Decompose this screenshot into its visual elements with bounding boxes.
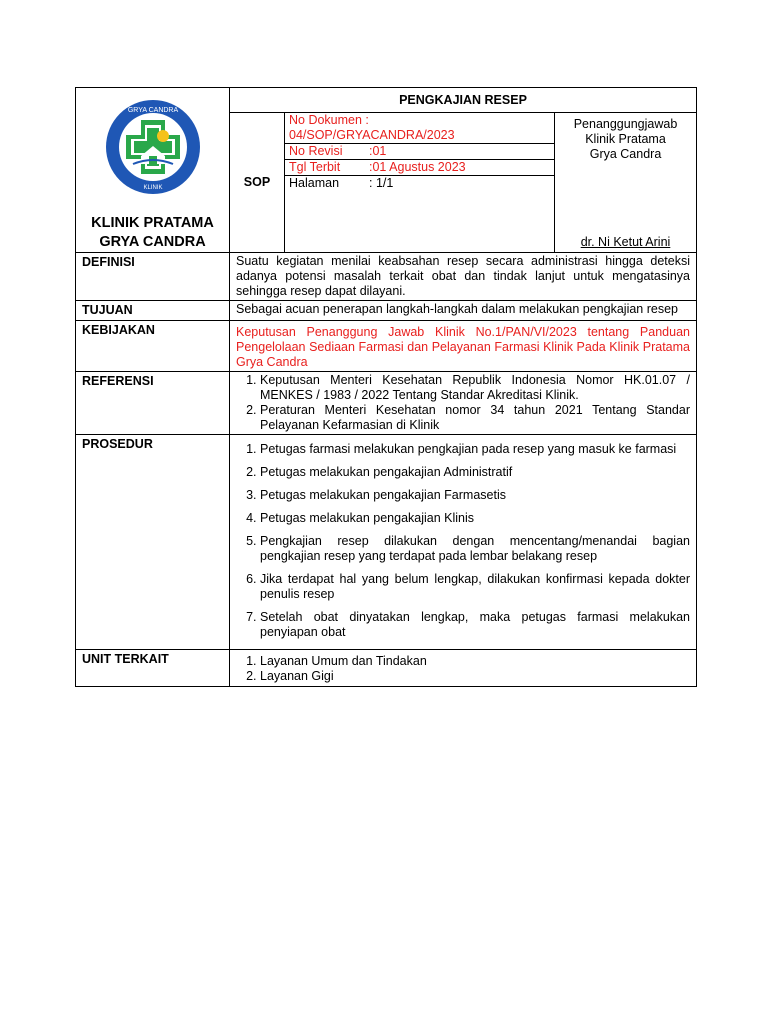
no-revisi-value: :01 (369, 144, 387, 159)
referensi-list (236, 373, 690, 433)
clinic-name-line2: GRYA CANDRA (99, 234, 206, 250)
tgl-terbit-label: Tgl Terbit (289, 160, 341, 175)
sop-table (75, 87, 697, 687)
unit-terkait-list (236, 654, 690, 684)
tgl-terbit-value: :01 Agustus 2023 (369, 160, 466, 175)
halaman-value: : 1/1 (369, 176, 394, 191)
unit-terkait-item: 1. Layanan Umum dan Tindakan (260, 654, 690, 669)
svg-text:GRYA CANDRA: GRYA CANDRA (127, 107, 178, 114)
penanggung-line1: Penanggungjawab (573, 117, 678, 132)
document-info-cell (285, 113, 555, 253)
kebijakan-label: KEBIJAKAN (76, 321, 230, 372)
penanggung-line3: Grya Candra (589, 147, 662, 162)
unit-terkait-list-cell (230, 650, 697, 687)
tujuan-text: Sebagai acuan penerapan langkah-langkah dalam melakukan pengkajian resep (230, 301, 697, 321)
tujuan-label: TUJUAN (76, 301, 230, 321)
prosedur-item: 2. Petugas melakukan pengakajian Administratif (260, 465, 690, 480)
prosedur-list (236, 442, 690, 640)
definisi-text: Suatu kegiatan menilai keabsahan resep secara administrasi hingga deteksi adanya potensi masalah terkait obat dan tindak lanjut untuk mengatasinya sehingga resep dapat dilayani. (230, 253, 697, 301)
kebijakan-text: Keputusan Penanggung Jawab Klinik No.1/PAN/VI/2023 tentang Panduan Pengelolaan Sediaan Farmasi dan Pelayanan Farmasi Klinik Pada Klinik Pratama Grya Candra (230, 321, 697, 372)
halaman-label: Halaman (289, 176, 340, 191)
referensi-list-cell (230, 372, 697, 435)
prosedur-item: 1. Petugas farmasi melakukan pengkajian pada resep yang masuk ke farmasi (260, 442, 690, 457)
clinic-logo-cell (76, 88, 230, 253)
prosedur-item: 5. Pengkajian resep dilakukan dengan mencentang/menandai bagian pengkajian resep yang terdapat pada lembar belakang resep (260, 534, 690, 564)
document-title: PENGKAJIAN RESEP (230, 88, 697, 113)
no-dokumen-label: No Dokumen : (289, 113, 369, 128)
prosedur-item: 4. Petugas melakukan pengakajian Klinis (260, 511, 690, 526)
definisi-label: DEFINISI (76, 253, 230, 301)
prosedur-list-cell (230, 435, 697, 650)
prosedur-label: PROSEDUR (76, 435, 230, 650)
referensi-item: 2. Peraturan Menteri Kesehatan nomor 34 tahun 2021 Tentang Standar Pelayanan Kefarmasian di Klinik (260, 403, 690, 433)
unit-terkait-item: 2. Layanan Gigi (260, 669, 690, 684)
prosedur-item: 6. Jika terdapat hal yang belum lengkap, dilakukan konfirmasi kepada dokter penulis resep (260, 572, 690, 602)
prosedur-item: 3. Petugas melakukan pengakajian Farmasetis (260, 488, 690, 503)
referensi-item: 1. Keputusan Menteri Kesehatan Republik Indonesia Nomor HK.01.07 / MENKES / 1983 / 2022 Tentang Standar Akreditasi Klinik. (260, 373, 690, 403)
no-dokumen-value: 04/SOP/GRYACANDRA/2023 (289, 128, 455, 143)
document-info (285, 113, 554, 236)
prosedur-item: 7. Setelah obat dinyatakan lengkap, maka petugas farmasi melakukan penyiapan obat (260, 610, 690, 640)
penanggung-name: dr. Ni Ketut Arini (580, 235, 671, 249)
svg-text:KLINIK: KLINIK (142, 185, 163, 191)
unit-terkait-label: UNIT TERKAIT (76, 650, 230, 687)
no-revisi-label: No Revisi (289, 144, 343, 159)
penanggung-line2: Klinik Pratama (585, 132, 666, 147)
sop-label: SOP (230, 113, 285, 253)
referensi-label: REFERENSI (76, 372, 230, 435)
penanggung-jawab-cell (555, 113, 697, 253)
clinic-name-line1: KLINIK PRATAMA (91, 215, 214, 231)
clinic-logo-icon (103, 98, 203, 196)
